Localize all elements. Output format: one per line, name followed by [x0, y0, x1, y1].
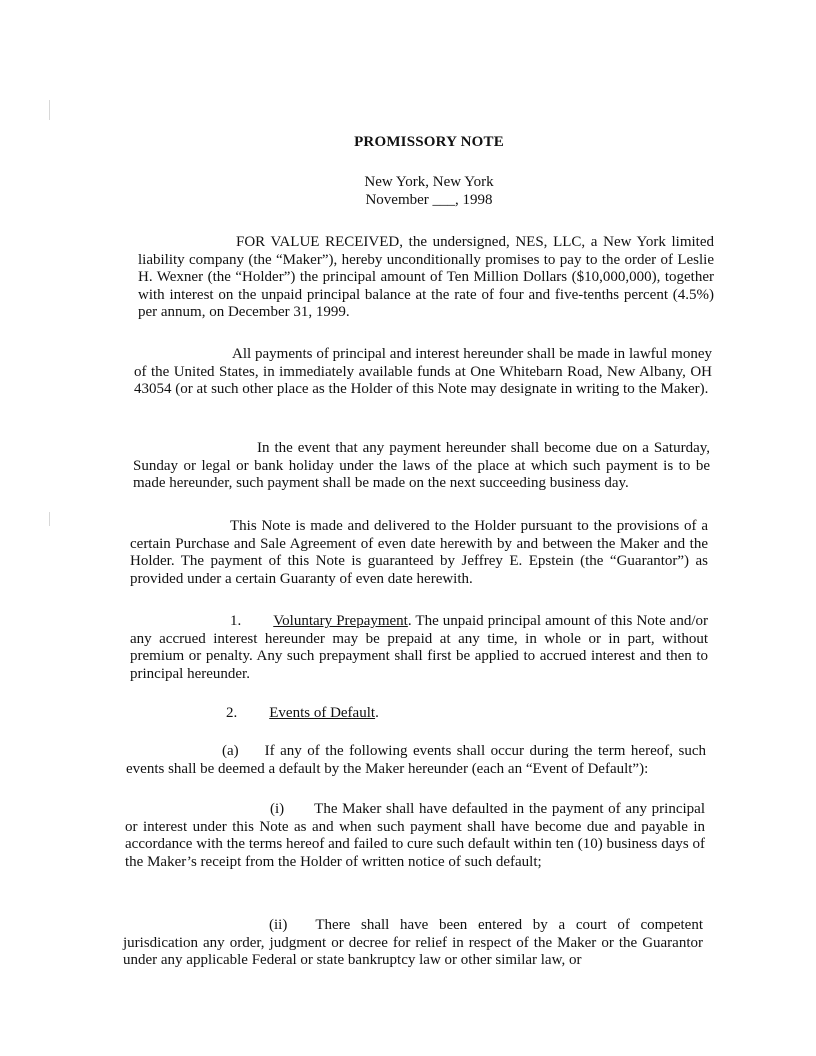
section-2a-i-text: The Maker shall have defaulted in the payment of any principal or interest under this Note as and when such payment shall have become due and payable in accordance with the terms hereof and failed to cure such default within ten (10) business days of the Maker’s receipt from the Holder of written notice of such default;: [125, 801, 705, 870]
scan-artifact-line: [49, 512, 50, 526]
paragraph-value-received: FOR VALUE RECEIVED, the undersigned, NES, LLC, a New York limited liability company (the “Maker”), hereby unconditionally promises to pay to the order of Leslie H. Wexner (the “Holder”) the principal amount of Ten Million Dollars ($10,000,000), together with interest on the unpaid principal balance at the rate of four and five-tenths percent (4.5%) per annum, on December 31, 1999.: [138, 234, 714, 321]
section-1-prepayment: [130, 613, 708, 683]
section-1-text: . The unpaid principal amount of this Note and/or any accrued interest hereunder may be prepaid at any time, in whole or in part, without premium or penalty. Any such prepayment shall first be applied to accrued interest and then to principal hereunder.: [130, 613, 708, 682]
paragraph-guaranty: This Note is made and delivered to the Holder pursuant to the provisions of a certain Purchase and Sale Agreement of even date herewith by and between the Maker and the Holder. The payment of this Note is guaranteed by Jeffrey E. Epstein (the “Guarantor”) as provided under a certain Guaranty of even date herewith.: [130, 518, 708, 587]
section-2-number: 2.: [226, 705, 238, 721]
section-2a-ii: [123, 917, 703, 970]
scan-artifact-line: [49, 100, 50, 120]
section-2a-ii-text: There shall have been entered by a court of competent jurisdication any order, judgment or decree for relief in respect of the Maker or the Guarantor under any applicable Federal or state bankruptcy law or other similar law, or: [123, 917, 703, 969]
section-1-heading: Voluntary Prepayment: [273, 613, 408, 629]
document-title: PROMISSORY NOTE: [354, 134, 504, 150]
paragraph-payments: All payments of principal and interest hereunder shall be made in lawful money of the United States, in immediately available funds at One Whitebarn Road, New Albany, OH 43054 (or at such other place as the Holder of this Note may designate in writing to the Maker).: [134, 346, 712, 398]
section-2a: [126, 743, 706, 778]
document-date: November ___, 1998: [365, 192, 493, 208]
section-2-heading-line: [226, 705, 379, 722]
section-2a-text: If any of the following events shall occur during the term hereof, such events shall be deemed a default by the Maker hereunder (each an “Event of Default”):: [126, 743, 706, 777]
document-location: New York, New York: [364, 174, 494, 190]
section-2a-i: [125, 801, 705, 871]
paragraph-holiday: In the event that any payment hereunder shall become due on a Saturday, Sunday or legal or bank holiday under the laws of the place at which such payment is to be made hereunder, such payment shall be made on the next succeeding business day.: [133, 440, 710, 492]
section-2a-i-label: (i): [270, 801, 285, 817]
section-2a-label: (a): [222, 743, 239, 759]
section-1-number: 1.: [230, 613, 242, 629]
section-2a-ii-label: (ii): [269, 917, 288, 933]
section-2-heading-suffix: .: [375, 705, 379, 721]
section-2-heading: Events of Default: [269, 705, 376, 721]
